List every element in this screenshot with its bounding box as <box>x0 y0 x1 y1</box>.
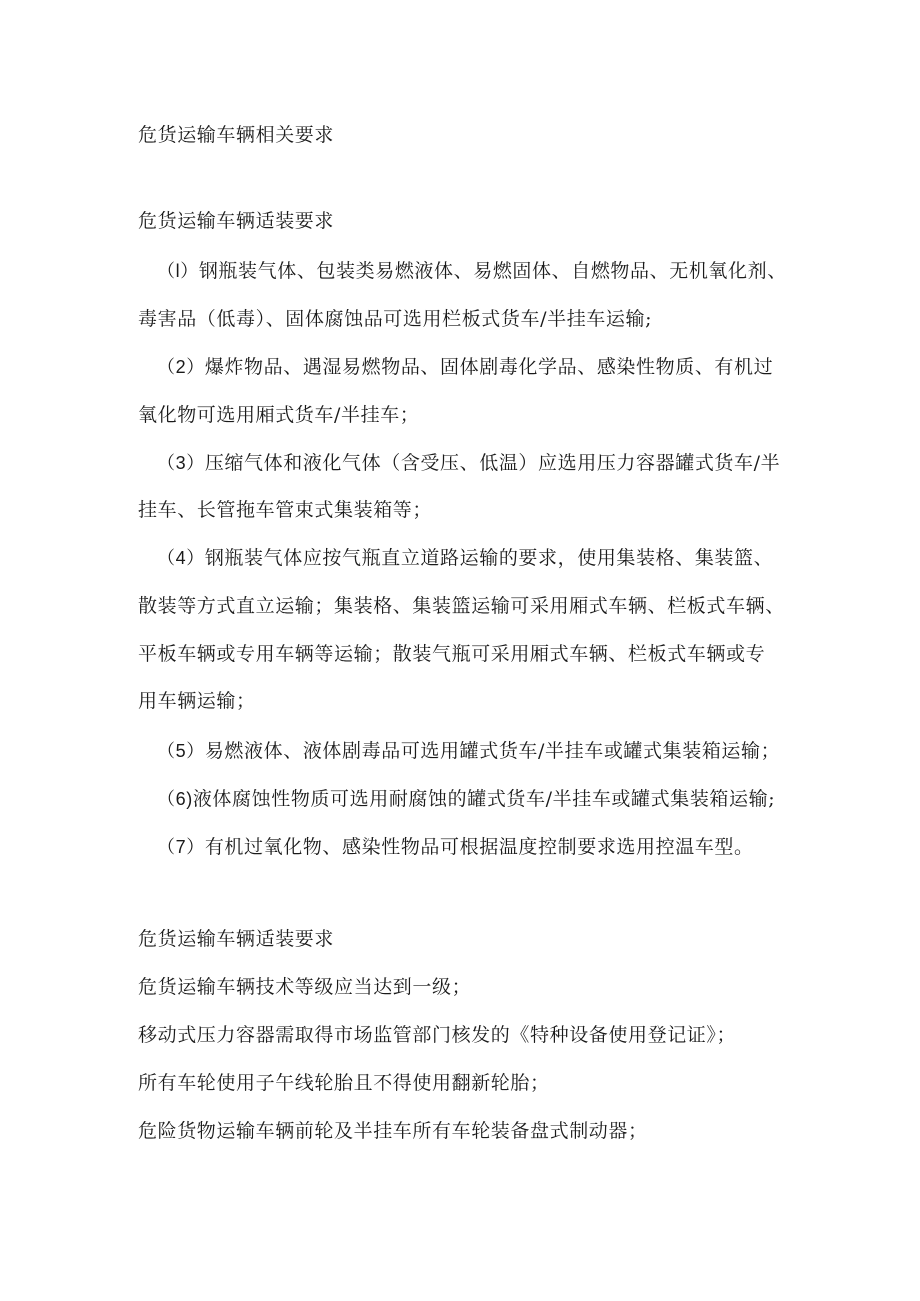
doc-title: 危货运输车辆相关要求 <box>138 124 335 146</box>
list-item-5 <box>157 738 820 764</box>
list-item-1 <box>157 258 820 284</box>
item-number: （6) <box>157 789 193 809</box>
list-item-3-cont: 挂车、长管拖车管束式集装箱等； <box>138 499 433 521</box>
item-number: （3） <box>157 453 205 473</box>
list-item-6 <box>157 786 820 812</box>
item-text: 有机过氧化物、感染性物品可根据温度控制要求选用控温车型。 <box>204 836 754 858</box>
item-text: 压缩气体和液化气体（含受压、低温）应选用压力容器罐式货车/半 <box>204 452 781 474</box>
requirement-line: 危货运输车辆技术等级应当达到一级； <box>138 976 472 998</box>
list-item-4-cont-3: 用车辆运输； <box>138 690 256 712</box>
list-item-4 <box>157 545 820 571</box>
list-item-4-cont-1: 散装等方式直立运输；集装格、集装篮运输可采用厢式车辆、栏板式车辆、 <box>138 595 785 617</box>
item-text: 液体腐蚀性物质可选用耐腐蚀的罐式货车/半挂车或罐式集装箱运输; <box>192 788 776 810</box>
section-heading-requirements: 危货运输车辆适装要求 <box>138 928 335 950</box>
item-text: 钢瓶装气体应按气瓶直立道路运输的要求，使用集装格、集装篮、 <box>204 547 774 569</box>
item-number: （7） <box>157 837 205 857</box>
requirement-line: 危险货物运输车辆前轮及半挂车所有车轮装备盘式制动器； <box>138 1120 648 1142</box>
section-heading-fitting: 危货运输车辆适装要求 <box>138 210 335 232</box>
list-item-7 <box>157 834 820 860</box>
item-text: 爆炸物品、遇湿易燃物品、固体剧毒化学品、感染性物质、有机过 <box>204 356 774 378</box>
item-number: （5） <box>157 741 205 761</box>
list-item-1-cont: 毒害品（低毒）、固体腐蚀品可选用栏板式货车/半挂车运输; <box>138 308 653 330</box>
item-number: （4） <box>157 548 205 568</box>
list-item-2-cont: 氧化物可选用厢式货车/半挂车； <box>138 404 420 426</box>
item-number: （2） <box>157 357 205 377</box>
item-text: 钢瓶装气体、包装类易燃液体、易燃固体、自燃物品、无机氧化剂、 <box>198 260 787 282</box>
list-item-3 <box>157 450 820 476</box>
item-text: 易燃液体、液体剧毒品可选用罐式货车/半挂车或罐式集装箱运输； <box>204 740 781 762</box>
item-number: （l） <box>157 261 199 281</box>
list-item-2 <box>157 354 820 380</box>
requirement-line: 所有车轮使用子午线轮胎且不得使用翻新轮胎； <box>138 1072 550 1094</box>
list-item-4-cont-2: 平板车辆或专用车辆等运输；散装气瓶可采用厢式车辆、栏板式车辆或专 <box>138 643 766 665</box>
requirement-line: 移动式压力容器需取得市场监管部门核发的《特种设备使用登记证》； <box>138 1024 737 1046</box>
